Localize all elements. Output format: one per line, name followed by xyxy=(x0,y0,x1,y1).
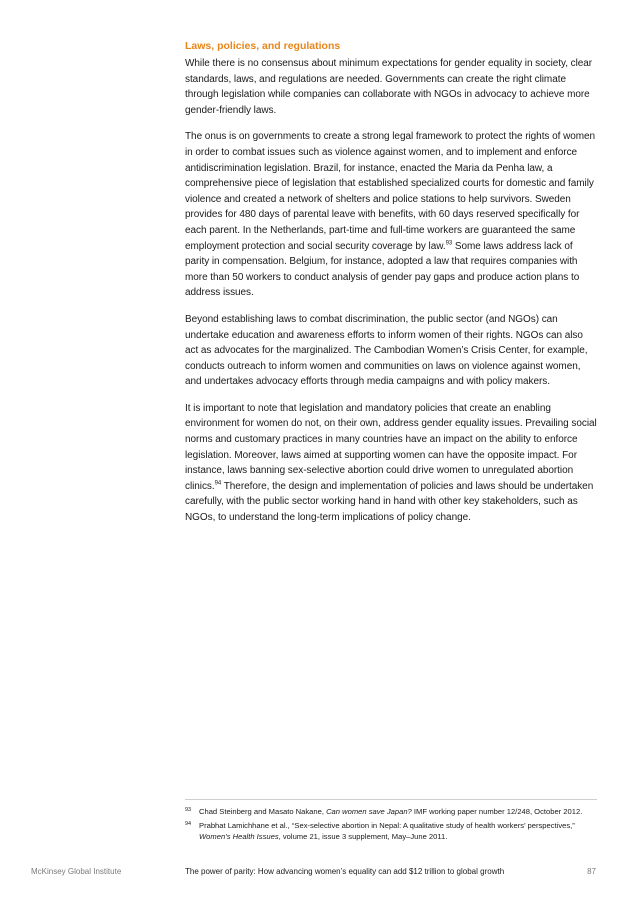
paragraph xyxy=(185,129,597,301)
footer-title: The power of parity: How advancing women’s equality can add $12 trillion to global growth xyxy=(185,867,505,876)
paragraph-text: While there is no consensus about minimum expectations for gender equality in society, clear standards, laws, and regulations are needed. Governments can create the right climate through legislation while companies can collaborate with NGOs in advocacy to achieve more gender-friendly laws. xyxy=(185,58,593,116)
paragraph xyxy=(185,312,597,390)
footnotes xyxy=(185,799,597,845)
footnote-number: 93 xyxy=(185,807,192,813)
footnote-ref: 94 xyxy=(214,480,222,487)
footnote-run: IMF working paper number 12/248, October 2012. xyxy=(411,807,583,816)
footnote-ref: 93 xyxy=(445,240,453,247)
paragraph-text: It is important to note that legislation and mandatory policies that create an enabling environment for women do not, on their own, address gender equality issues. Prevailing social norms and customary practices in many countries have an impact on the ability to enforce legislation. Moreover, laws aimed at supporting women can have the opposite impact. For instance, laws banning sex-selective abortion could drive women to unregulated abortion clinics. xyxy=(185,402,597,492)
footnote-number: 94 xyxy=(185,821,192,827)
footnote-run: , volume 21, issue 3 supplement, May–June 2011. xyxy=(278,832,448,841)
footnote-run: Chad Steinberg and Masato Nakane, xyxy=(199,807,327,816)
paragraph-text: Some laws address lack of parity in compensation. Belgium, for instance, adopted a law that requires companies with more than 50 workers to conduct analysis of gender pay gaps and produce action plans to address issues. xyxy=(185,240,580,299)
main-content xyxy=(185,38,597,537)
italic-text: Women’s Health Issues xyxy=(199,832,279,841)
footnote-run: Prabhat Lamichhane et al., “Sex-selective abortion in Nepal: A qualitative study of health workers’ perspectives,” xyxy=(199,821,575,830)
paragraph-text: Beyond establishing laws to combat discrimination, the public sector (and NGOs) can undertake education and awareness efforts to inform women of their rights. NGOs can also act as advocates for the marginalized. The Cambodian Women’s Crisis Center, for example, conducts outreach to inform women and communities on laws on violence against women, and undertakes advocacy efforts through media campaigns and with policy makers. xyxy=(185,313,588,388)
footnote-text xyxy=(199,806,597,817)
paragraph xyxy=(185,56,597,118)
paragraph xyxy=(185,401,597,526)
page-number: 87 xyxy=(587,867,596,876)
page-footer xyxy=(0,866,636,880)
italic-text: Can women save Japan? xyxy=(326,807,412,816)
body-text xyxy=(185,56,597,526)
footnote-text xyxy=(199,820,597,842)
section-heading: Laws, policies, and regulations xyxy=(185,40,341,52)
footer-publisher: McKinsey Global Institute xyxy=(31,867,122,876)
paragraph-text: The onus is on governments to create a strong legal framework to protect the rights of women in order to combat issues such as violence against women, and to implement and enforce antidiscrimination legislation. Brazil, for instance, enacted the Maria da Penha law, a comprehensive piece of legislation that established specialized courts for domestic and family violence and created a network of shelters and police stations to help survivors. Sweden provides for 480 days of parental leave with benefits, with 60 days reserved specifically for each parent. In the Netherlands, part-time and full-time workers are guaranteed the same employment protection and social security coverage by law. xyxy=(185,131,596,252)
paragraph-text: Therefore, the design and implementation of policies and laws should be undertaken carefully, with the public sector working hand in hand with other key stakeholders, such as NGOs, to understand the long-term implications of policy change. xyxy=(185,480,594,524)
footnote xyxy=(185,820,597,842)
footnote xyxy=(185,806,597,817)
